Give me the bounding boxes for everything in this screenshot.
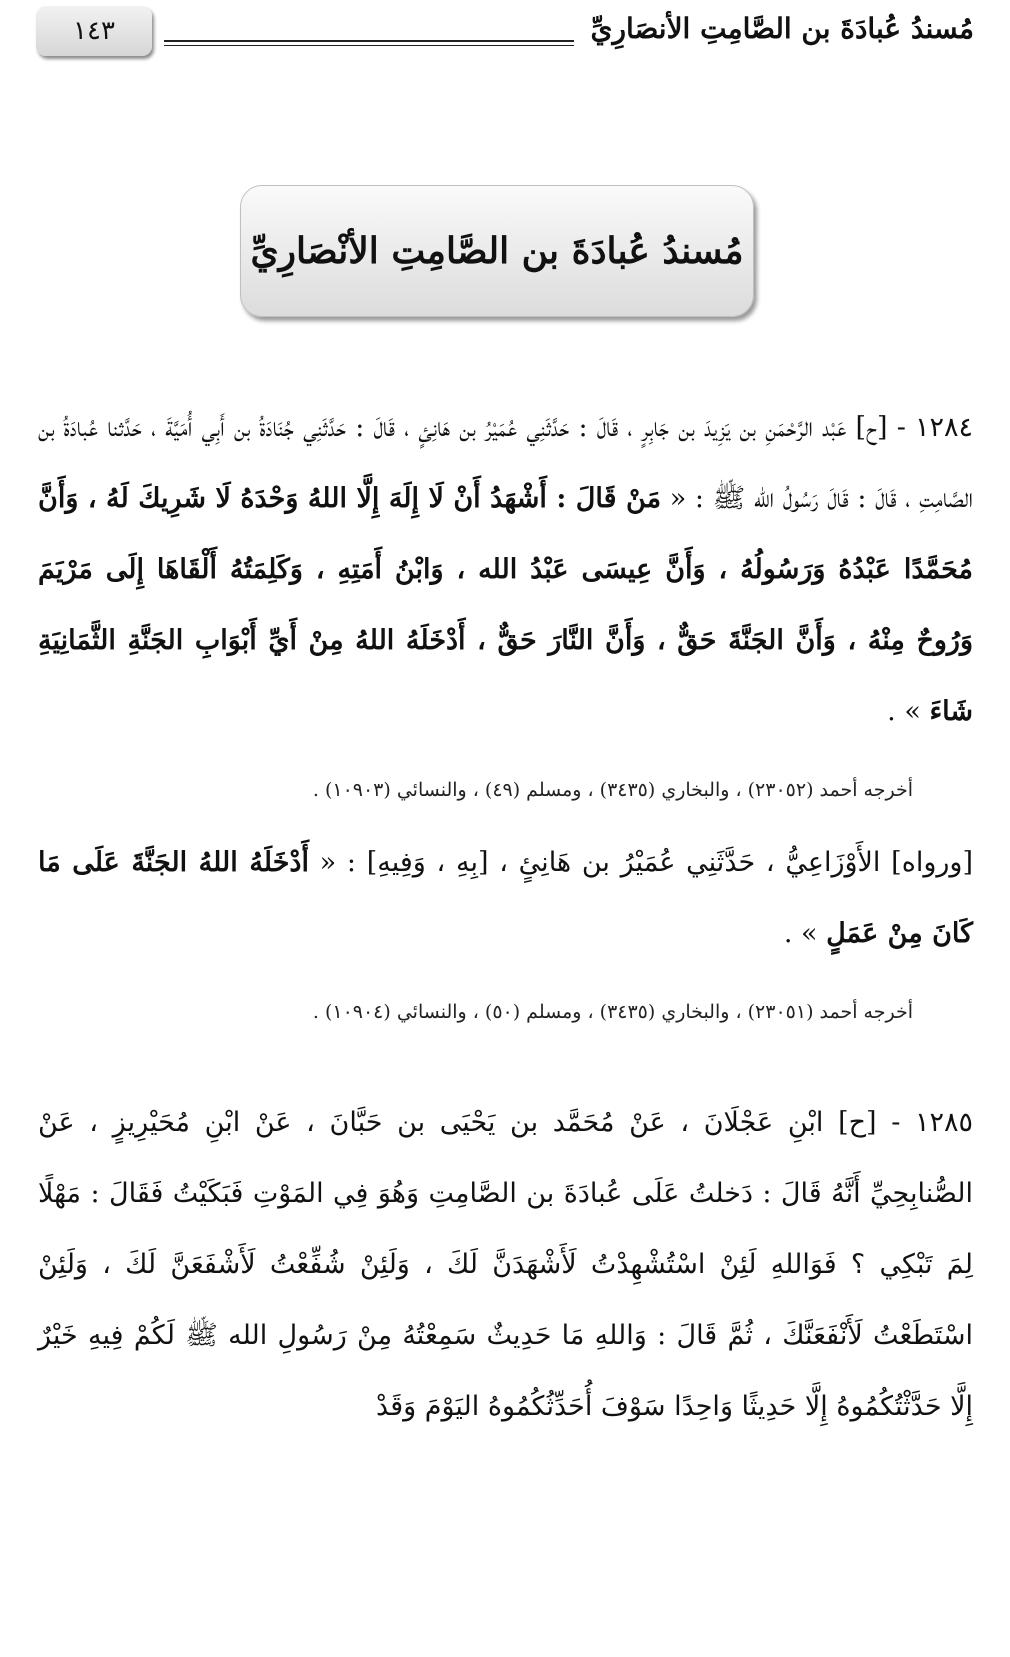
page-body xyxy=(38,392,973,1442)
page-number: ١٤٣ xyxy=(73,16,115,46)
takhrij-awzai: أخرجه أحمد (٢٣٠٥١) ، والبخاري (٣٤٣٥) ، ومسلم (٥٠) ، والنسائي (١٠٩٠٤) . xyxy=(312,1001,913,1023)
header-rule xyxy=(164,40,574,46)
running-title: مُسندُ عُبادَةَ بن الصَّامِتِ الأنصَارِيِّ xyxy=(590,12,974,45)
page-number-badge xyxy=(36,6,152,56)
hadith-1284-text: مَنْ قَالَ : أَشْهَدُ أَنْ لَا إِلَهَ إِلَّا اللهُ وَحْدَهُ لَا شَرِيكَ لَهُ ، وَأَنَّ مُحَمَّدًا عَبْدُهُ وَرَسُولُهُ ، وَأَنَّ عِيسَى عَبْدُ الله ، وَابْنُ أَمَتِهِ ، وَكَلِمَتُهُ أَلْقَاهَا إِلَى مَرْيَمَ وَرُوحٌ مِنْهُ ، وَأَنَّ الجَنَّةَ حَقٌّ ، وَأَنَّ النَّارَ حَقٌّ ، أَدْخَلَهُ اللهُ مِنْ أَيِّ أَبْوَابِ الجَنَّةِ الثَّمَانِيَةِ شَاءَ xyxy=(38,483,973,727)
hadith-1284-intro: ١٢٨٤ - [ح] عَبْد الرَّحْمَنِ بن يَزِيدَ بن جَابِرٍ ، قَالَ : حَدَّثَنِي عُمَيْرُ بن هَانِئٍ ، قَالَ : حَدَّثَنِي جُنَادَةُ بن أَبِي أُمَيَّةَ ، حَدَّثنا عُبادَةُ بن الصَّامِتِ ، قَالَ : قَالَ رَسُولُ الله ﷺ : « xyxy=(38,412,974,514)
riwaya-awzai-closing: » . xyxy=(783,918,827,949)
hadith-1284 xyxy=(38,392,973,747)
riwaya-awzai-intro: [ورواه] الأَوْزَاعِيُّ ، حَدَّثَنِي عُمَيْرُ بن هَانِئٍ ، [بِهِ ، وَفِيهِ] : « xyxy=(308,847,973,878)
hadith-1284-closing: » . xyxy=(887,696,930,727)
riwaya-awzai xyxy=(38,827,973,969)
page-header xyxy=(36,6,974,62)
hadith-1285: ١٢٨٥ - [ح] ابْنِ عَجْلَانَ ، عَنْ مُحَمَّد بن يَحْيَى بن حَبَّانَ ، عَنْ ابْنِ مُحَيْرِيزٍ ، عَنْ الصُّنابِحِيِّ أَنَّهُ قَالَ : دَخلتُ عَلَى عُبادَةَ بن الصَّامِتِ وَهُوَ فِي المَوْتِ فَبَكَيْتُ فَقَالَ : مَهْلًا لِمَ تَبْكِي ؟ فَوَاللهِ لَئِنْ اسْتُشْهِدْتُ لَأَشْهَدَنَّ لَكَ ، وَلَئِنْ شُفِّعْتُ لَأَشْفَعَنَّ لَكَ ، وَلَئِنْ اسْتَطَعْتُ لَأَنْفَعَنَّكَ ، ثُمَّ قَالَ : وَاللهِ مَا حَدِيثٌ سَمِعْتُهُ مِنْ رَسُولِ الله ﷺ لَكُمْ فِيهِ خَيْرٌ إِلَّا حَدَّثْتُكُمُوهُ إِلَّا حَدِيثًا وَاحِدًا سَوْفَ أُحَدِّثُكُمُوهُ اليَوْمَ وَقَدْ xyxy=(38,1107,973,1422)
chapter-title-box xyxy=(240,185,754,317)
chapter-title: مُسندُ عُبادَةَ بن الصَّامِتِ الأنْصَارِيِّ xyxy=(250,230,744,272)
riwaya-awzai-text: أَدْخَلَهُ اللهُ الجَنَّةَ عَلَى مَا كَانَ مِنْ عَمَلٍ xyxy=(38,847,973,949)
takhrij-1284: أخرجه أحمد (٢٣٠٥٢) ، والبخاري (٣٤٣٥) ، ومسلم (٤٩) ، والنسائي (١٠٩٠٣) . xyxy=(312,779,913,801)
